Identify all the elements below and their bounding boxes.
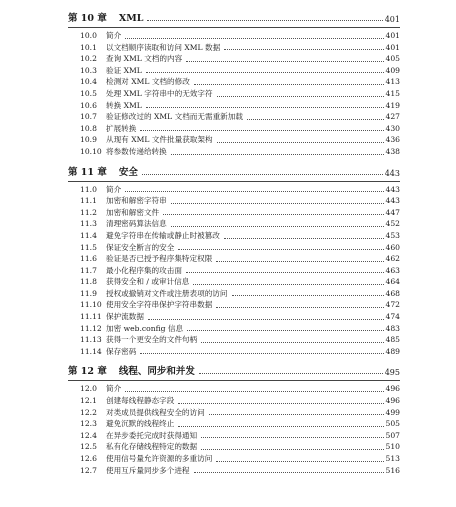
section-title: 获得一个更安全的文件句柄 — [106, 335, 198, 345]
section-page-number: 452 — [385, 219, 400, 229]
section-title: 查询 XML 文档的内容 — [106, 54, 183, 64]
leader-dots — [178, 403, 383, 404]
leader-dots — [216, 461, 383, 462]
leader-dots — [140, 130, 383, 131]
toc-entry[interactable] — [80, 465, 400, 477]
leader-dots — [232, 295, 384, 296]
section-title: 将参数传递给转换 — [106, 146, 167, 156]
section-title: 避免字符串在传输或静止时被篡改 — [106, 230, 220, 240]
chapter-title: XML — [118, 13, 144, 24]
toc-entry[interactable] — [80, 430, 400, 442]
toc-entry[interactable] — [80, 383, 400, 395]
section-page-number: 436 — [385, 135, 400, 145]
section-number: 11.2 — [80, 207, 97, 217]
section-number: 12.4 — [80, 430, 97, 440]
section-page-number: 499 — [385, 407, 400, 417]
leader-dots — [125, 191, 383, 192]
section-page-number: 463 — [385, 265, 400, 275]
section-number: 12.0 — [80, 384, 97, 394]
toc-entry[interactable] — [80, 111, 400, 123]
section-page-number: 507 — [385, 430, 400, 440]
leader-dots — [178, 249, 383, 250]
section-number: 11.12 — [80, 323, 102, 333]
section-number: 11.11 — [80, 312, 102, 322]
section-number: 11.13 — [80, 335, 102, 345]
toc-entry[interactable] — [80, 53, 400, 65]
section-title: 验证是否已授予程序集特定权限 — [106, 254, 213, 264]
leader-dots — [247, 119, 384, 120]
chapter-page-number: 495 — [384, 368, 400, 378]
section-number: 10.7 — [80, 112, 97, 122]
leader-dots — [171, 203, 384, 204]
section-title: 获得安全和 / 或审计信息 — [106, 277, 190, 287]
chapter-title: 线程、同步和并发 — [118, 366, 195, 378]
toc-entry[interactable] — [80, 395, 400, 407]
leader-dots — [178, 426, 383, 427]
leader-dots — [186, 61, 383, 62]
section-title: 简介 — [106, 184, 122, 194]
section-number: 11.8 — [80, 277, 97, 287]
chapter-page-number: 443 — [384, 168, 400, 178]
toc-entry[interactable] — [80, 418, 400, 430]
section-title: 授权或撤销对文件或注册表项的访问 — [106, 288, 228, 298]
toc-entry[interactable] — [80, 346, 400, 358]
toc-entry[interactable] — [80, 242, 400, 254]
section-title: 对类成员提供线程安全的访问 — [106, 407, 205, 417]
section-number: 10.0 — [80, 31, 97, 40]
section-number: 10.10 — [80, 146, 102, 156]
section-page-number: 438 — [385, 146, 400, 156]
section-title: 在异步委托完成时获得通知 — [106, 430, 198, 440]
leader-dots — [217, 142, 384, 143]
section-number: 10.6 — [80, 100, 97, 110]
section-page-number: 472 — [385, 300, 400, 310]
section-title: 扩展转换 — [106, 123, 137, 133]
section-title: 转换 XML — [106, 100, 142, 110]
section-page-number: 460 — [385, 242, 400, 252]
section-number: 11.14 — [80, 346, 102, 356]
toc-entry[interactable] — [80, 100, 400, 112]
chapter-number: 第 11 章 — [68, 166, 107, 178]
leader-dots — [216, 261, 383, 262]
toc-entry[interactable] — [80, 311, 400, 323]
toc-entry[interactable] — [80, 288, 400, 300]
toc-entry[interactable] — [80, 299, 400, 311]
section-page-number: 462 — [385, 254, 400, 264]
section-title: 使用安全字符串保护字符串数据 — [106, 300, 213, 310]
leader-dots — [142, 174, 383, 175]
leader-dots — [209, 414, 384, 415]
chapter-rule — [68, 181, 400, 182]
leader-dots — [199, 373, 383, 374]
section-title: 避免沉默的线程终止 — [106, 419, 175, 429]
section-page-number: 496 — [385, 384, 400, 394]
section-title: 验证 XML — [106, 65, 142, 75]
leader-dots — [216, 307, 383, 308]
section-title: 检测对 XML 文档的修改 — [106, 77, 190, 87]
section-number: 12.2 — [80, 407, 97, 417]
chapter-heading[interactable] — [68, 364, 400, 377]
leader-dots — [224, 238, 384, 239]
section-title: 简介 — [106, 31, 122, 40]
toc-entry[interactable] — [80, 42, 400, 54]
section-page-number: 409 — [385, 65, 400, 75]
toc-entry[interactable] — [80, 334, 400, 346]
section-page-number: 489 — [385, 346, 400, 356]
chapter-number: 第 10 章 — [68, 13, 107, 24]
chapter-title: 安全 — [118, 166, 138, 178]
section-title: 私有化存储线程特定的数据 — [106, 442, 198, 452]
section-page-number: 474 — [385, 312, 400, 322]
toc-entry[interactable] — [80, 253, 400, 265]
section-page-number: 483 — [385, 323, 400, 333]
section-number: 11.10 — [80, 300, 102, 310]
section-title: 清理密码算法信息 — [106, 219, 167, 229]
leader-dots — [171, 154, 384, 155]
leader-dots — [194, 84, 384, 85]
section-number: 10.9 — [80, 135, 97, 145]
section-number: 10.5 — [80, 88, 97, 98]
section-title: 保证安全断言的安全 — [106, 242, 175, 252]
toc-entry[interactable] — [80, 65, 400, 77]
section-page-number: 496 — [385, 396, 400, 406]
toc-entry[interactable] — [80, 230, 400, 242]
section-page-number: 505 — [385, 419, 400, 429]
leader-dots — [146, 107, 384, 108]
chapter-number: 第 12 章 — [68, 366, 107, 378]
chapter-gap — [68, 158, 400, 165]
section-number: 12.1 — [80, 396, 97, 406]
leader-dots — [187, 330, 383, 331]
leader-dots — [125, 38, 383, 39]
section-list — [80, 184, 400, 358]
leader-dots — [146, 72, 384, 73]
toc-entry[interactable] — [80, 218, 400, 230]
section-page-number: 485 — [385, 335, 400, 345]
section-page-number: 464 — [385, 277, 400, 287]
section-title: 以文档顺序读取和访问 XML 数据 — [106, 42, 221, 52]
section-number: 12.3 — [80, 419, 97, 429]
section-page-number: 413 — [385, 77, 400, 87]
section-title: 使用信号量允许资源的多重访问 — [106, 454, 213, 463]
section-number: 10.4 — [80, 77, 97, 87]
section-page-number: 510 — [385, 442, 400, 452]
leader-dots — [194, 472, 384, 473]
section-page-number: 443 — [385, 184, 400, 194]
toc-entry[interactable] — [80, 453, 400, 465]
section-page-number: 513 — [385, 454, 400, 463]
section-number: 11.4 — [80, 230, 97, 240]
section-title: 验证修改过的 XML 文档而无需重新加载 — [106, 112, 243, 122]
toc-entry[interactable] — [80, 30, 400, 42]
toc-entry[interactable] — [80, 441, 400, 453]
section-page-number: 401 — [385, 31, 400, 40]
section-page-number: 453 — [385, 230, 400, 240]
toc-entry[interactable] — [80, 323, 400, 335]
section-page-number: 419 — [385, 100, 400, 110]
leader-dots — [201, 342, 383, 343]
section-list — [80, 383, 400, 476]
section-page-number: 447 — [385, 207, 400, 217]
section-title: 从现有 XML 文件批量获取架构 — [106, 135, 213, 145]
section-page-number: 443 — [385, 196, 400, 206]
chapter-gap — [68, 357, 400, 364]
leader-dots — [148, 319, 384, 320]
section-number: 10.3 — [80, 65, 97, 75]
leader-dots — [171, 226, 384, 227]
section-number: 12.7 — [80, 465, 97, 475]
section-page-number: 405 — [385, 54, 400, 64]
section-number: 11.9 — [80, 288, 97, 298]
section-list — [80, 30, 400, 158]
section-page-number: 468 — [385, 288, 400, 298]
section-page-number: 430 — [385, 123, 400, 133]
leader-dots — [186, 272, 384, 273]
leader-dots — [125, 391, 383, 392]
leader-dots — [201, 449, 383, 450]
section-title: 加密 web.config 信息 — [106, 323, 184, 333]
section-number: 11.5 — [80, 242, 97, 252]
section-title: 使用互斥量同步多个进程 — [106, 465, 190, 475]
section-title: 保护流数据 — [106, 312, 144, 322]
section-title: 创建每线程静态字段 — [106, 396, 175, 406]
toc-entry[interactable] — [80, 76, 400, 88]
section-page-number: 401 — [385, 42, 400, 52]
section-number: 10.1 — [80, 42, 97, 52]
chapter-page-number: 401 — [384, 15, 400, 24]
toc-entry[interactable] — [80, 207, 400, 219]
toc-entry[interactable] — [80, 184, 400, 196]
leader-dots — [147, 20, 382, 21]
section-number: 12.5 — [80, 442, 97, 452]
toc-entry[interactable] — [80, 146, 400, 158]
section-title: 加密和解密字符串 — [106, 196, 167, 206]
toc-entry[interactable] — [80, 265, 400, 277]
section-number: 10.8 — [80, 123, 97, 133]
section-number: 11.3 — [80, 219, 97, 229]
section-title: 处理 XML 字符串中的无效字符 — [106, 88, 213, 98]
toc-entry[interactable] — [80, 88, 400, 100]
section-number: 12.6 — [80, 454, 97, 463]
chapter-rule — [68, 380, 400, 381]
toc-entry[interactable] — [80, 276, 400, 288]
section-page-number: 415 — [385, 88, 400, 98]
toc-entry[interactable] — [80, 134, 400, 146]
section-title: 最小化程序集的攻击面 — [106, 265, 182, 275]
section-number: 11.1 — [80, 196, 97, 206]
section-title: 保存密码 — [106, 346, 137, 356]
leader-dots — [201, 437, 383, 438]
section-number: 11.7 — [80, 265, 97, 275]
chapter-heading[interactable] — [68, 11, 400, 24]
leader-dots — [163, 214, 383, 215]
leader-dots — [140, 353, 383, 354]
leader-dots — [193, 284, 383, 285]
toc-entry[interactable] — [80, 195, 400, 207]
leader-dots — [217, 96, 384, 97]
section-number: 11.6 — [80, 254, 97, 264]
section-title: 加密和解密文件 — [106, 207, 160, 217]
chapter-heading[interactable] — [68, 165, 400, 178]
section-title: 简介 — [106, 384, 122, 394]
chapter-rule — [68, 27, 400, 28]
toc-entry[interactable] — [80, 407, 400, 419]
leader-dots — [224, 49, 383, 50]
section-page-number: 516 — [385, 465, 400, 475]
section-number: 11.0 — [80, 184, 97, 194]
toc-entry[interactable] — [80, 123, 400, 135]
section-number: 10.2 — [80, 54, 97, 64]
section-page-number: 427 — [385, 112, 400, 122]
